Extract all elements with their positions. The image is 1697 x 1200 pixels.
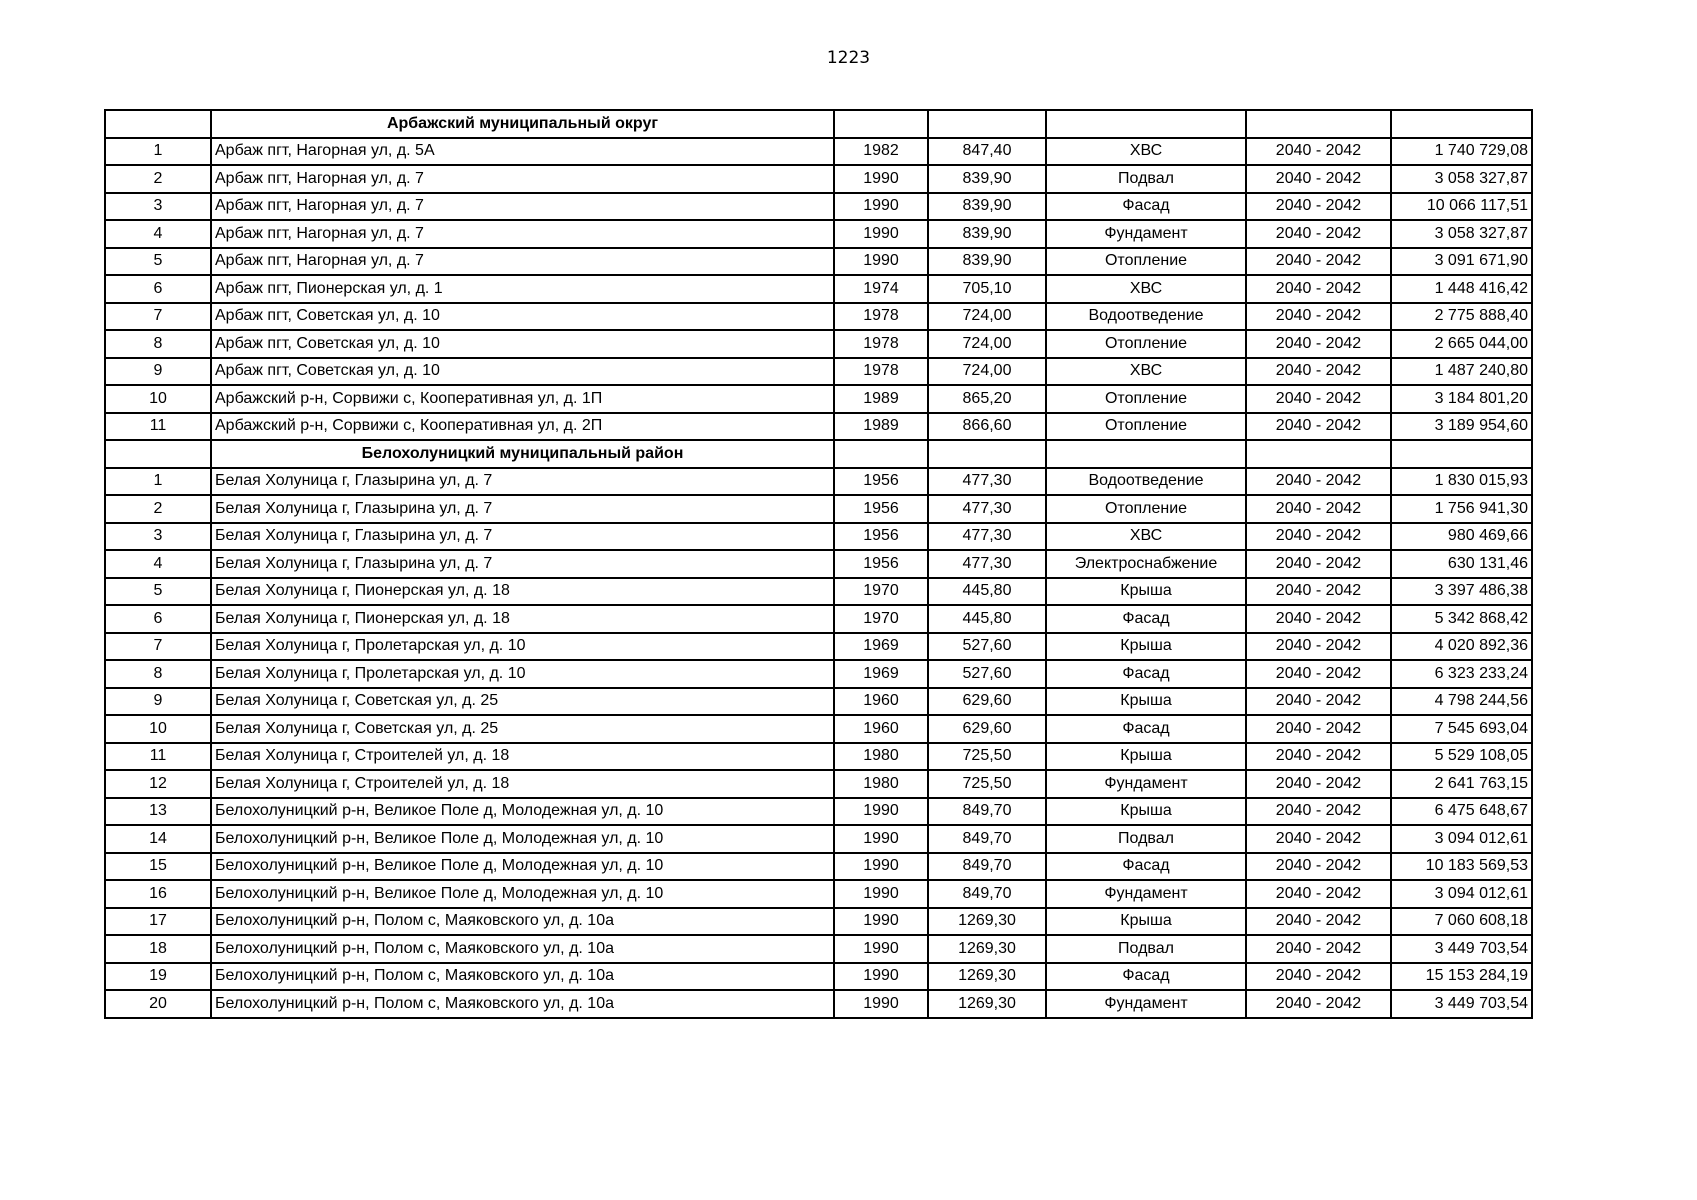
- area-cell: 1269,30: [928, 963, 1046, 991]
- cost-cell: 980 469,66: [1391, 523, 1532, 551]
- work-type-cell: Крыша: [1046, 578, 1246, 606]
- address-cell: Белая Холуница г, Глазырина ул, д. 7: [211, 523, 834, 551]
- row-number-cell: 17: [105, 908, 211, 936]
- cost-cell: 3 094 012,61: [1391, 825, 1532, 853]
- work-type-cell: Электроснабжение: [1046, 550, 1246, 578]
- area-cell: 477,30: [928, 468, 1046, 496]
- period-cell: 2040 - 2042: [1246, 220, 1391, 248]
- address-cell: Белохолуницкий р-н, Великое Поле д, Молодежная ул, д. 10: [211, 798, 834, 826]
- cost-cell: 3 184 801,20: [1391, 385, 1532, 413]
- table-row: [105, 550, 1532, 578]
- build-year-cell: 1980: [834, 743, 928, 771]
- empty-cell: [105, 440, 211, 468]
- area-cell: 1269,30: [928, 990, 1046, 1018]
- row-number-cell: 5: [105, 248, 211, 276]
- address-cell: Белая Холуница г, Советская ул, д. 25: [211, 715, 834, 743]
- row-number-cell: 4: [105, 550, 211, 578]
- build-year-cell: 1978: [834, 358, 928, 386]
- work-type-cell: Фасад: [1046, 963, 1246, 991]
- row-number-cell: 6: [105, 275, 211, 303]
- work-type-cell: ХВС: [1046, 523, 1246, 551]
- build-year-cell: 1956: [834, 468, 928, 496]
- address-cell: Белая Холуница г, Пионерская ул, д. 18: [211, 605, 834, 633]
- period-cell: 2040 - 2042: [1246, 330, 1391, 358]
- section-header-row: [105, 110, 1532, 138]
- area-cell: 849,70: [928, 880, 1046, 908]
- address-cell: Белохолуницкий р-н, Великое Поле д, Молодежная ул, д. 10: [211, 880, 834, 908]
- work-type-cell: Крыша: [1046, 743, 1246, 771]
- work-type-cell: Фундамент: [1046, 220, 1246, 248]
- work-type-cell: ХВС: [1046, 275, 1246, 303]
- period-cell: 2040 - 2042: [1246, 688, 1391, 716]
- row-number-cell: 19: [105, 963, 211, 991]
- period-cell: 2040 - 2042: [1246, 798, 1391, 826]
- row-number-cell: 3: [105, 193, 211, 221]
- table-row: [105, 248, 1532, 276]
- page-number: 1223: [826, 48, 871, 68]
- address-cell: Арбаж пгт, Нагорная ул, д. 7: [211, 165, 834, 193]
- address-cell: Белохолуницкий р-н, Полом с, Маяковского ул, д. 10а: [211, 908, 834, 936]
- area-cell: 725,50: [928, 743, 1046, 771]
- area-cell: 866,60: [928, 413, 1046, 441]
- period-cell: 2040 - 2042: [1246, 990, 1391, 1018]
- address-cell: Арбаж пгт, Советская ул, д. 10: [211, 358, 834, 386]
- cost-cell: 1 756 941,30: [1391, 495, 1532, 523]
- work-type-cell: Фасад: [1046, 660, 1246, 688]
- section-title: Арбажский муниципальный округ: [211, 110, 834, 138]
- build-year-cell: 1978: [834, 303, 928, 331]
- period-cell: 2040 - 2042: [1246, 605, 1391, 633]
- table-row: [105, 193, 1532, 221]
- work-type-cell: Фундамент: [1046, 880, 1246, 908]
- area-cell: 629,60: [928, 715, 1046, 743]
- row-number-cell: 1: [105, 468, 211, 496]
- cost-cell: 10 183 569,53: [1391, 853, 1532, 881]
- table-row: [105, 880, 1532, 908]
- build-year-cell: 1990: [834, 825, 928, 853]
- address-cell: Белая Холуница г, Строителей ул, д. 18: [211, 770, 834, 798]
- build-year-cell: 1978: [834, 330, 928, 358]
- address-cell: Белая Холуница г, Глазырина ул, д. 7: [211, 550, 834, 578]
- cost-cell: 3 091 671,90: [1391, 248, 1532, 276]
- cost-cell: 7 060 608,18: [1391, 908, 1532, 936]
- build-year-cell: 1990: [834, 165, 928, 193]
- empty-cell: [928, 440, 1046, 468]
- repair-register-table: [104, 109, 1533, 1019]
- table-row: [105, 633, 1532, 661]
- build-year-cell: 1969: [834, 660, 928, 688]
- table-row: [105, 413, 1532, 441]
- build-year-cell: 1982: [834, 138, 928, 166]
- work-type-cell: ХВС: [1046, 358, 1246, 386]
- table-row: [105, 908, 1532, 936]
- row-number-cell: 1: [105, 138, 211, 166]
- work-type-cell: ХВС: [1046, 138, 1246, 166]
- cost-cell: 3 397 486,38: [1391, 578, 1532, 606]
- row-number-cell: 7: [105, 303, 211, 331]
- period-cell: 2040 - 2042: [1246, 138, 1391, 166]
- empty-cell: [1391, 110, 1532, 138]
- empty-cell: [834, 110, 928, 138]
- cost-cell: 3 189 954,60: [1391, 413, 1532, 441]
- area-cell: 1269,30: [928, 935, 1046, 963]
- period-cell: 2040 - 2042: [1246, 908, 1391, 936]
- empty-cell: [1246, 440, 1391, 468]
- build-year-cell: 1989: [834, 385, 928, 413]
- cost-cell: 3 449 703,54: [1391, 990, 1532, 1018]
- build-year-cell: 1970: [834, 578, 928, 606]
- build-year-cell: 1956: [834, 523, 928, 551]
- work-type-cell: Подвал: [1046, 165, 1246, 193]
- address-cell: Арбаж пгт, Советская ул, д. 10: [211, 330, 834, 358]
- period-cell: 2040 - 2042: [1246, 715, 1391, 743]
- address-cell: Арбажский р-н, Сорвижи с, Кооперативная ул, д. 1П: [211, 385, 834, 413]
- period-cell: 2040 - 2042: [1246, 825, 1391, 853]
- period-cell: 2040 - 2042: [1246, 935, 1391, 963]
- period-cell: 2040 - 2042: [1246, 303, 1391, 331]
- area-cell: 477,30: [928, 495, 1046, 523]
- table-row: [105, 330, 1532, 358]
- area-cell: 849,70: [928, 825, 1046, 853]
- address-cell: Белохолуницкий р-н, Великое Поле д, Молодежная ул, д. 10: [211, 853, 834, 881]
- table-row: [105, 358, 1532, 386]
- period-cell: 2040 - 2042: [1246, 853, 1391, 881]
- build-year-cell: 1990: [834, 990, 928, 1018]
- address-cell: Арбаж пгт, Пионерская ул, д. 1: [211, 275, 834, 303]
- cost-cell: 3 449 703,54: [1391, 935, 1532, 963]
- address-cell: Белохолуницкий р-н, Великое Поле д, Молодежная ул, д. 10: [211, 825, 834, 853]
- area-cell: 724,00: [928, 330, 1046, 358]
- cost-cell: 5 529 108,05: [1391, 743, 1532, 771]
- period-cell: 2040 - 2042: [1246, 468, 1391, 496]
- area-cell: 725,50: [928, 770, 1046, 798]
- address-cell: Арбаж пгт, Нагорная ул, д. 5А: [211, 138, 834, 166]
- row-number-cell: 14: [105, 825, 211, 853]
- cost-cell: 3 094 012,61: [1391, 880, 1532, 908]
- empty-cell: [1391, 440, 1532, 468]
- build-year-cell: 1990: [834, 880, 928, 908]
- section-title: Белохолуницкий муниципальный район: [211, 440, 834, 468]
- build-year-cell: 1990: [834, 853, 928, 881]
- table-row: [105, 853, 1532, 881]
- build-year-cell: 1960: [834, 688, 928, 716]
- area-cell: 445,80: [928, 578, 1046, 606]
- address-cell: Белая Холуница г, Глазырина ул, д. 7: [211, 468, 834, 496]
- work-type-cell: Фасад: [1046, 853, 1246, 881]
- work-type-cell: Отопление: [1046, 330, 1246, 358]
- row-number-cell: 16: [105, 880, 211, 908]
- address-cell: Белая Холуница г, Пионерская ул, д. 18: [211, 578, 834, 606]
- row-number-cell: 2: [105, 495, 211, 523]
- row-number-cell: 8: [105, 330, 211, 358]
- period-cell: 2040 - 2042: [1246, 578, 1391, 606]
- cost-cell: 10 066 117,51: [1391, 193, 1532, 221]
- build-year-cell: 1990: [834, 798, 928, 826]
- period-cell: 2040 - 2042: [1246, 743, 1391, 771]
- address-cell: Белая Холуница г, Советская ул, д. 25: [211, 688, 834, 716]
- area-cell: 839,90: [928, 193, 1046, 221]
- build-year-cell: 1990: [834, 908, 928, 936]
- table-row: [105, 220, 1532, 248]
- table-row: [105, 138, 1532, 166]
- period-cell: 2040 - 2042: [1246, 275, 1391, 303]
- address-cell: Арбаж пгт, Нагорная ул, д. 7: [211, 248, 834, 276]
- period-cell: 2040 - 2042: [1246, 963, 1391, 991]
- build-year-cell: 1990: [834, 193, 928, 221]
- cost-cell: 630 131,46: [1391, 550, 1532, 578]
- row-number-cell: 2: [105, 165, 211, 193]
- table-row: [105, 990, 1532, 1018]
- address-cell: Арбаж пгт, Нагорная ул, д. 7: [211, 220, 834, 248]
- section-header-row: [105, 440, 1532, 468]
- row-number-cell: 7: [105, 633, 211, 661]
- row-number-cell: 3: [105, 523, 211, 551]
- cost-cell: 7 545 693,04: [1391, 715, 1532, 743]
- period-cell: 2040 - 2042: [1246, 770, 1391, 798]
- area-cell: 724,00: [928, 303, 1046, 331]
- work-type-cell: Фундамент: [1046, 990, 1246, 1018]
- area-cell: 849,70: [928, 798, 1046, 826]
- period-cell: 2040 - 2042: [1246, 165, 1391, 193]
- work-type-cell: Фундамент: [1046, 770, 1246, 798]
- area-cell: 477,30: [928, 523, 1046, 551]
- cost-cell: 6 475 648,67: [1391, 798, 1532, 826]
- period-cell: 2040 - 2042: [1246, 413, 1391, 441]
- work-type-cell: Крыша: [1046, 798, 1246, 826]
- row-number-cell: 9: [105, 358, 211, 386]
- table-row: [105, 605, 1532, 633]
- table-row: [105, 303, 1532, 331]
- table-row: [105, 743, 1532, 771]
- period-cell: 2040 - 2042: [1246, 495, 1391, 523]
- area-cell: 477,30: [928, 550, 1046, 578]
- build-year-cell: 1960: [834, 715, 928, 743]
- row-number-cell: 11: [105, 743, 211, 771]
- period-cell: 2040 - 2042: [1246, 358, 1391, 386]
- area-cell: 839,90: [928, 165, 1046, 193]
- row-number-cell: 6: [105, 605, 211, 633]
- row-number-cell: 4: [105, 220, 211, 248]
- cost-cell: 4 798 244,56: [1391, 688, 1532, 716]
- table-row: [105, 935, 1532, 963]
- cost-cell: 1 830 015,93: [1391, 468, 1532, 496]
- period-cell: 2040 - 2042: [1246, 193, 1391, 221]
- period-cell: 2040 - 2042: [1246, 660, 1391, 688]
- row-number-cell: 20: [105, 990, 211, 1018]
- area-cell: 839,90: [928, 220, 1046, 248]
- address-cell: Белая Холуница г, Пролетарская ул, д. 10: [211, 660, 834, 688]
- address-cell: Белохолуницкий р-н, Полом с, Маяковского ул, д. 10а: [211, 963, 834, 991]
- cost-cell: 4 020 892,36: [1391, 633, 1532, 661]
- address-cell: Арбаж пгт, Советская ул, д. 10: [211, 303, 834, 331]
- row-number-cell: 15: [105, 853, 211, 881]
- table-row: [105, 578, 1532, 606]
- period-cell: 2040 - 2042: [1246, 385, 1391, 413]
- area-cell: 527,60: [928, 660, 1046, 688]
- work-type-cell: Подвал: [1046, 935, 1246, 963]
- build-year-cell: 1990: [834, 248, 928, 276]
- area-cell: 849,70: [928, 853, 1046, 881]
- cost-cell: 1 448 416,42: [1391, 275, 1532, 303]
- empty-cell: [1246, 110, 1391, 138]
- build-year-cell: 1989: [834, 413, 928, 441]
- cost-cell: 5 342 868,42: [1391, 605, 1532, 633]
- table-row: [105, 385, 1532, 413]
- build-year-cell: 1974: [834, 275, 928, 303]
- cost-cell: 3 058 327,87: [1391, 165, 1532, 193]
- period-cell: 2040 - 2042: [1246, 550, 1391, 578]
- table-body: [105, 110, 1532, 1018]
- work-type-cell: Подвал: [1046, 825, 1246, 853]
- cost-cell: 2 665 044,00: [1391, 330, 1532, 358]
- empty-cell: [834, 440, 928, 468]
- row-number-cell: 18: [105, 935, 211, 963]
- area-cell: 629,60: [928, 688, 1046, 716]
- address-cell: Белая Холуница г, Строителей ул, д. 18: [211, 743, 834, 771]
- table-row: [105, 825, 1532, 853]
- period-cell: 2040 - 2042: [1246, 880, 1391, 908]
- row-number-cell: 12: [105, 770, 211, 798]
- table-row: [105, 963, 1532, 991]
- work-type-cell: Фасад: [1046, 605, 1246, 633]
- table-row: [105, 660, 1532, 688]
- work-type-cell: Крыша: [1046, 633, 1246, 661]
- work-type-cell: Отопление: [1046, 495, 1246, 523]
- area-cell: 839,90: [928, 248, 1046, 276]
- address-cell: Белая Холуница г, Пролетарская ул, д. 10: [211, 633, 834, 661]
- table-row: [105, 165, 1532, 193]
- row-number-cell: 10: [105, 385, 211, 413]
- row-number-cell: 11: [105, 413, 211, 441]
- address-cell: Белая Холуница г, Глазырина ул, д. 7: [211, 495, 834, 523]
- build-year-cell: 1980: [834, 770, 928, 798]
- period-cell: 2040 - 2042: [1246, 248, 1391, 276]
- table-row: [105, 275, 1532, 303]
- empty-cell: [105, 110, 211, 138]
- row-number-cell: 10: [105, 715, 211, 743]
- area-cell: 445,80: [928, 605, 1046, 633]
- work-type-cell: Водоотведение: [1046, 303, 1246, 331]
- table-row: [105, 468, 1532, 496]
- cost-cell: 3 058 327,87: [1391, 220, 1532, 248]
- build-year-cell: 1970: [834, 605, 928, 633]
- table-row: [105, 688, 1532, 716]
- table-row: [105, 770, 1532, 798]
- build-year-cell: 1990: [834, 963, 928, 991]
- work-type-cell: Отопление: [1046, 385, 1246, 413]
- table-row: [105, 523, 1532, 551]
- work-type-cell: Отопление: [1046, 413, 1246, 441]
- cost-cell: 2 775 888,40: [1391, 303, 1532, 331]
- address-cell: Белохолуницкий р-н, Полом с, Маяковского ул, д. 10а: [211, 935, 834, 963]
- build-year-cell: 1956: [834, 550, 928, 578]
- row-number-cell: 9: [105, 688, 211, 716]
- build-year-cell: 1990: [834, 220, 928, 248]
- cost-cell: 1 487 240,80: [1391, 358, 1532, 386]
- work-type-cell: Фасад: [1046, 715, 1246, 743]
- area-cell: 847,40: [928, 138, 1046, 166]
- cost-cell: 6 323 233,24: [1391, 660, 1532, 688]
- work-type-cell: Отопление: [1046, 248, 1246, 276]
- cost-cell: 1 740 729,08: [1391, 138, 1532, 166]
- area-cell: 1269,30: [928, 908, 1046, 936]
- work-type-cell: Крыша: [1046, 908, 1246, 936]
- row-number-cell: 13: [105, 798, 211, 826]
- cost-cell: 15 153 284,19: [1391, 963, 1532, 991]
- row-number-cell: 8: [105, 660, 211, 688]
- build-year-cell: 1969: [834, 633, 928, 661]
- work-type-cell: Фасад: [1046, 193, 1246, 221]
- period-cell: 2040 - 2042: [1246, 633, 1391, 661]
- area-cell: 865,20: [928, 385, 1046, 413]
- area-cell: 724,00: [928, 358, 1046, 386]
- empty-cell: [928, 110, 1046, 138]
- address-cell: Арбажский р-н, Сорвижи с, Кооперативная ул, д. 2П: [211, 413, 834, 441]
- area-cell: 527,60: [928, 633, 1046, 661]
- work-type-cell: Крыша: [1046, 688, 1246, 716]
- area-cell: 705,10: [928, 275, 1046, 303]
- table-row: [105, 495, 1532, 523]
- table-row: [105, 798, 1532, 826]
- period-cell: 2040 - 2042: [1246, 523, 1391, 551]
- address-cell: Арбаж пгт, Нагорная ул, д. 7: [211, 193, 834, 221]
- cost-cell: 2 641 763,15: [1391, 770, 1532, 798]
- row-number-cell: 5: [105, 578, 211, 606]
- address-cell: Белохолуницкий р-н, Полом с, Маяковского ул, д. 10а: [211, 990, 834, 1018]
- work-type-cell: Водоотведение: [1046, 468, 1246, 496]
- empty-cell: [1046, 110, 1246, 138]
- build-year-cell: 1990: [834, 935, 928, 963]
- table-row: [105, 715, 1532, 743]
- build-year-cell: 1956: [834, 495, 928, 523]
- empty-cell: [1046, 440, 1246, 468]
